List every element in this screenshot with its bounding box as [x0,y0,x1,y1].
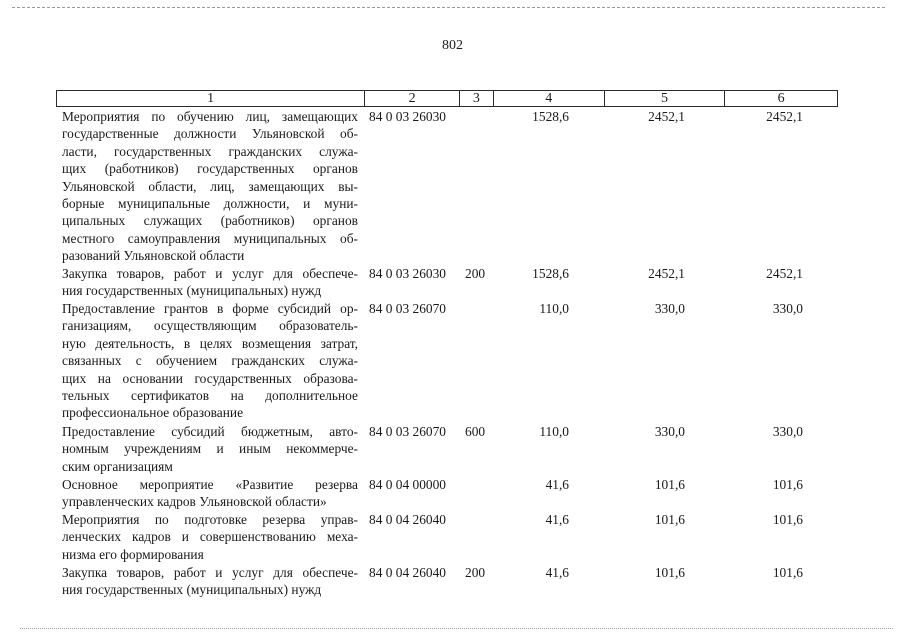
description-line: государственные должности Ульяновской об- [62,126,358,142]
target-article-code: 84 0 03 26030 [369,266,446,281]
description-line: номным учреждениям и иным некоммерче- [62,441,358,457]
description-line: профессиональное образование [62,405,244,421]
description-line: ципальных служащих (работников) органов [62,213,358,229]
description-line: тельных сертификатов на дополнительное [62,388,358,404]
row-description [62,265,358,300]
scan-edge-bottom [20,628,893,629]
target-article-code: 84 0 03 26070 [369,301,446,316]
expense-type-code: 600 [465,424,486,439]
expense-type-code: 200 [465,266,486,281]
amount-col-6: 330,0 [772,424,803,439]
scan-edge-top [12,7,885,8]
description-line: ния государственных (муниципальных) нужд [62,283,322,299]
description-line: Предоставление грантов в форме субсидий ор- [62,301,358,316]
description-line: Мероприятия по обучению лиц, замещающих [62,109,358,124]
description-line: связанных с обучением гражданских служа- [62,353,358,369]
description-line: ганизациям, осуществляющим образователь- [62,318,358,334]
amount-col-5: 101,6 [654,512,685,527]
amount-col-5: 330,0 [654,424,685,439]
header-col-1: 1 [57,91,365,106]
description-line: Закупка товаров, работ и услуг для обеспече- [62,565,358,580]
description-line: местного самоуправления муниципальных об- [62,230,358,246]
row-description [62,108,358,265]
row-description [62,564,358,599]
description-line: щих на основании государственных образова- [62,370,358,386]
description-line: Основное мероприятие «Развитие резерва [62,477,358,492]
header-col-2: 2 [365,91,460,106]
amount-col-4: 41,6 [545,512,569,527]
target-article-code: 84 0 04 26040 [369,512,446,527]
amount-col-6: 101,6 [772,512,803,527]
amount-col-4: 110,0 [539,301,569,316]
page-number: 802 [442,38,463,53]
header-col-4: 4 [494,91,605,106]
target-article-code: 84 0 03 26030 [369,109,446,124]
header-col-3: 3 [460,91,494,106]
row-description [62,423,358,475]
description-line: Предоставление субсидий бюджетным, авто- [62,424,358,439]
description-line: ласти, государственных гражданских служа- [62,143,358,159]
description-line: ния государственных (муниципальных) нужд [62,582,322,598]
table-header [56,90,838,107]
target-article-code: 84 0 03 26070 [369,424,446,439]
description-line: борные муниципальные должности, и муни- [62,196,358,212]
target-article-code: 84 0 04 26040 [369,565,446,580]
amount-col-4: 41,6 [545,565,569,580]
amount-col-5: 330,0 [654,301,685,316]
amount-col-5: 2452,1 [648,109,685,124]
description-line: Ульяновской области, лиц, замещающих вы- [62,178,358,194]
header-col-5: 5 [605,91,726,106]
description-line: Мероприятия по подготовке резерва управ- [62,512,358,527]
description-line: щих (работников) государственных органов [62,161,358,177]
description-line: низма его формирования [62,546,204,562]
description-line: Закупка товаров, работ и услуг для обеспече- [62,266,358,281]
amount-col-6: 2452,1 [766,266,803,281]
row-description [62,476,358,511]
description-line: управленческих кадров Ульяновской области» [62,494,327,510]
header-col-6: 6 [777,91,785,106]
description-line: ленческих кадров и совершенствованию меха- [62,529,358,545]
row-description [62,300,358,422]
amount-col-6: 101,6 [772,565,803,580]
amount-col-5: 2452,1 [648,266,685,281]
amount-col-4: 110,0 [539,424,569,439]
amount-col-5: 101,6 [654,565,685,580]
amount-col-6: 101,6 [772,477,803,492]
description-line: разований Ульяновской области [62,248,245,264]
amount-col-6: 330,0 [772,301,803,316]
amount-col-4: 41,6 [545,477,569,492]
row-description [62,511,358,563]
target-article-code: 84 0 04 00000 [369,477,446,492]
description-line: ную деятельность, в целях возмещения затрат, [62,335,358,351]
amount-col-5: 101,6 [654,477,685,492]
expense-type-code: 200 [465,565,486,580]
amount-col-4: 1528,6 [532,266,569,281]
amount-col-6: 2452,1 [766,109,803,124]
description-line: ским организациям [62,458,173,474]
amount-col-4: 1528,6 [532,109,569,124]
